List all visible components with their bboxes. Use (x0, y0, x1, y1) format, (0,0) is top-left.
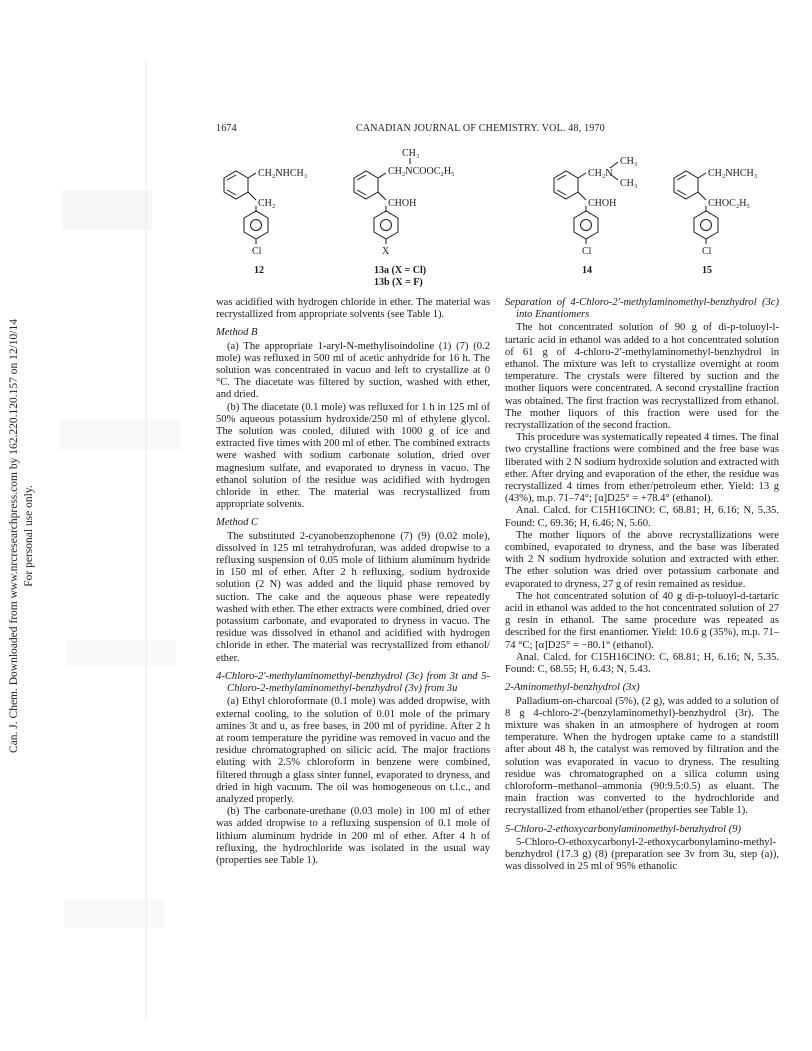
structure-14-sub2: CHOH (588, 198, 617, 209)
paragraph: 5-Chloro-O-ethoxycarbonyl-2-ethoxycarbonylamino-methyl-benzhydrol (17.3 g) (8) (preparation see 3v from 3u, step (a)), was dissolved in 25 ml of 95% ethanolic (505, 836, 779, 873)
chemical-structures (216, 140, 786, 290)
paragraph: (b) The carbonate-urethane (0.03 mole) in 100 ml of ether was added dropwise to a refluxing suspension of 0.1 mole of lithium aluminum hydride in 200 ml of ether. After 4 h of refluxing, the hydrochloride was isolated in the usual way (properties see Table 1). (216, 806, 490, 866)
section-heading-aminomethyl: 2-Aminomethyl-benzhydrol (3x) (505, 682, 640, 694)
structure-13-sub1: CH₂NCOOC₂H₅ (388, 166, 455, 177)
download-watermark (2, 186, 42, 886)
scan-noise (60, 420, 180, 450)
paragraph: Palladium-on-charcoal (5%), (2 g), was added to a solution of 8 g 4-chloro-2′-(benzylaminomethyl)-benzhydrol (3r). The mixture was shaken in an atmosphere of hydrogen at room temperature. When the hydrogen uptake came to a standstill after about 48 h, the catalyst was removed by filtration and the solution was evaporated in vacuo to dryness. The resulting residue was chromatographed on a silica column using chloroform–methanol–ammonia (90:9.5:0.5) as eluant. The main fraction was converted to the hydrochloride and recrystallized from ethanol/ether (properties see Table 1). (505, 695, 779, 817)
structure-13-number: 13a (X = Cl) (374, 265, 427, 276)
structure-14-sub-top2: CH₃ (620, 178, 638, 189)
paragraph: (a) The appropriate 1-aryl-N-methylisoindoline (1) (7) (0.2 mole) was refluxed in 500 ml of acetic anhydride for 16 h. The solution was concentrated in vacuo and left to crystallize at 0 °C. The diacetate was filtered by suction, washed with ether, and dried. (216, 340, 490, 401)
paragraph: This procedure was systematically repeated 4 times. The final two crystalline fractions were combined and the free base was liberated with 2 N sodium hydroxide solution and extracted with ether. After drying and evaporation of the ether, the residue was recrystallized 4 times from ether/petroleum ether. Yield: 13 g (43%), m.p. 71–74°; [α]D25° = +78.4° (ethanol). (505, 432, 779, 505)
structure-15-sub1: CH₂NHCH₃ (708, 168, 758, 179)
structure-12-sub1: CH₂NHCH₃ (258, 168, 308, 179)
journal-title: CANADIAN JOURNAL OF CHEMISTRY. VOL. 48, 1970 (356, 123, 605, 134)
paragraph: The substituted 2-cyanobenzophenone (7) (9) (0.02 mole), dissolved in 125 ml tetrahydrofuran, was added dropwise to a refluxing suspension of 0.05 mole of lithium aluminum hydride in 150 ml of ether. After 2 h refluxing, sodium hydroxide solution (2 N) was added and the liquid phase removed by suction. The cake and the aqueous phase were repeatedly washed with ether. The ether extracts were combined, dried over potassium carbonate, and evaporated to dryness in vacuo. The residue was dissolved in ethanol and acidified with hydrogen chloride in ether. The material was recrystallized from ethanol/ ether. (216, 530, 490, 664)
scan-noise (145, 60, 147, 1020)
structure-12-sub2: CH₂ (258, 198, 276, 209)
scan-noise (62, 190, 152, 230)
section-heading-3c: 4-Chloro-2′-methylaminomethyl-benzhydrol (3c) from 3t and 5-Chloro-2-methylaminomethyl-benzhydrol (3v) from 3u (216, 670, 490, 695)
section-heading-compound-9: 5-Chloro-2-ethoxycarbonylaminomethyl-benzhydrol (9) (505, 823, 742, 835)
paragraph: Anal. Calcd. for C15H16ClNO: C, 68.81; H, 6.16; N, 5.35. Found: C, 68.55; H, 6.43; N, 5.43. (505, 651, 779, 676)
structure-13-sub2: CHOH (388, 198, 417, 209)
section-heading-method-c: Method C (216, 517, 259, 529)
structure-13-sub-top: CH₃ (402, 148, 420, 159)
paragraph: The mother liquors of the above recrystallizations were combined, evaporated to dryness, and the base was liberated with 2 N sodium hydroxide solution and extracted with ether. The ether solution was dried over potassium carbonate and evaporated to dryness, 27 g of resin remained as residue. (505, 529, 779, 590)
watermark-line-1: Can. J. Chem. Downloaded from www.nrcresearchpress.com by 162.220.120.157 on 12/10/14 (8, 319, 20, 753)
structure-15-para: Cl (702, 246, 712, 257)
page-number: 1674 (216, 123, 237, 134)
left-column (216, 297, 490, 867)
watermark-line-2: For personal use only. (23, 485, 35, 587)
structure-14-number: 14 (582, 265, 592, 276)
structure-14-sub1: CH₂N (588, 168, 613, 179)
right-column (505, 297, 779, 873)
scan-noise (66, 640, 176, 666)
structure-12-number: 12 (254, 265, 264, 276)
structure-13-number-2: 13b (X = F) (374, 277, 423, 288)
paragraph: Anal. Calcd. for C15H16ClNO: C, 68.81; H, 6.16; N, 5.35. Found: C, 69.36; H, 6.46; N, 5.60. (505, 505, 779, 529)
paragraph: The hot concentrated solution of 40 g di-p-toluoyl-d-tartaric acid in ethanol was added to the hot concentrated solution of 27 g resin in ethanol. The same procedure was repeated as described for the first enantiomer. Yield: 10.6 g (35%), m.p. 71–74 °C; [α]D25° = −80.1° (ethanol). (505, 590, 779, 651)
structure-12-para: Cl (252, 246, 262, 257)
structure-14-sub-top1: CH₃ (620, 156, 638, 167)
section-heading-method-b: Method B (216, 327, 258, 339)
structure-15-number: 15 (702, 265, 712, 276)
running-head (216, 123, 776, 137)
paragraph: (b) The diacetate (0.1 mole) was refluxed for 1 h in 125 ml of 50% aqueous potassium hydroxide/250 ml of ethylene glycol. The solution was cooled, diluted with 1000 g of ice and extracted five times with 200 ml of ether. The combined extracts were washed with sodium carbonate solution, dried over magnesium sulfate, and evaporated to dryness in vacuo. The ethanol solution of the residue was acidified with hydrogen chloride in ether. The material was recrystallized from appropriate solvents. (216, 401, 490, 511)
paragraph: (a) Ethyl chloroformate (0.1 mole) was added dropwise, with external cooling, to the solution of 0.01 mole of the primary amines 3t and u, as free bases, in 200 ml of pyridine. After 2 h at room temperature the pyridine was removed in vacuo and the residue chromatographed on silicic acid. The major fractions eluting with 2.5% chloroform in benzene were combined, filtered through a glass sinter funnel, evaporated to dryness, and dried in high vacuum. The oil was homogeneous on t.l.c., and analyzed properly. (216, 696, 490, 805)
paragraph: The hot concentrated solution of 90 g of di-p-toluoyl-l-tartaric acid in ethanol was added to a hot concentrated solution of 61 g of 4-chloro-2′-methylaminomethyl-benzhydrol in ethanol. The mixture was left to crystallize overnight at room temperature. The crystals were filtered by suction and the mother liquors were concentrated. A second crystalline fraction was obtained. The first fraction was recrystallized from ethanol. The mother liquors of this fraction were used for the recrystallization of the second fraction. (505, 322, 779, 432)
scan-noise (64, 900, 164, 928)
structure-14-para: Cl (582, 246, 592, 257)
section-heading-separation: Separation of 4-Chloro-2′-methylaminomethyl-benzhydrol (3c) into Enantiomers (505, 297, 779, 321)
structure-13-para: X (382, 246, 390, 257)
structure-15-sub2: CHOC₂H₅ (708, 198, 750, 209)
paragraph: was acidified with hydrogen chloride in ether. The material was recrystallized from appropriate solvents (see Table 1). (216, 297, 490, 321)
